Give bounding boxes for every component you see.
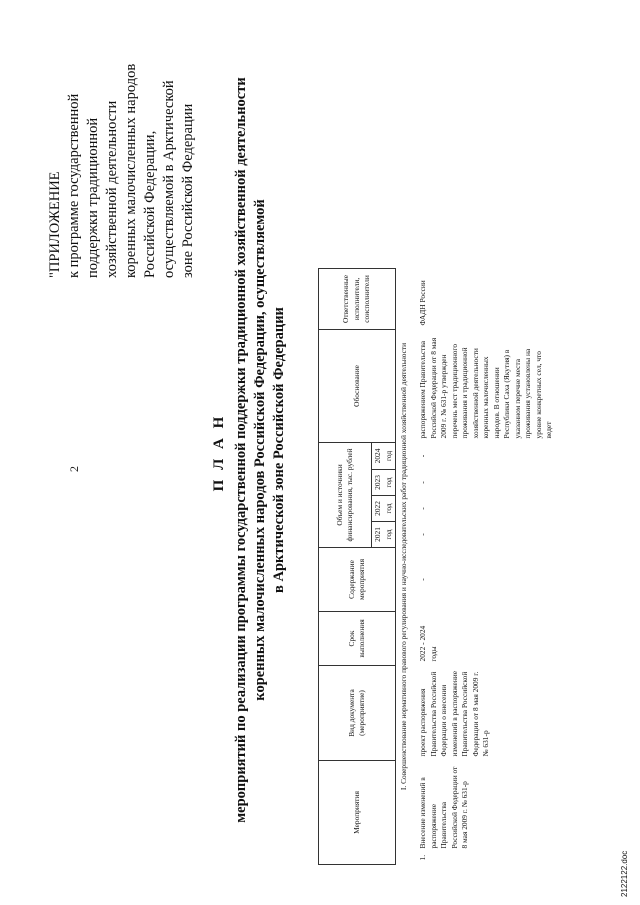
- header-spacer: [319, 0, 396, 268]
- header-funding: Объем и источники финансирования, тыс. рублей: [319, 442, 372, 547]
- table-row: [414, 0, 558, 865]
- row-number: 1.: [418, 854, 427, 861]
- appendix-line: осуществляемой в Арктической: [161, 80, 177, 278]
- appendix-line: "ПРИЛОЖЕНИЕ: [47, 171, 63, 278]
- plan-subtitle-line: мероприятий по реализации программы государственной поддержки традиционной хозяйственной деятельности: [233, 77, 249, 823]
- header-content: Содержание мероприятия: [319, 547, 396, 611]
- header-basis: Обоснование: [319, 329, 396, 442]
- row-term: 2022 - 2024 годы: [418, 625, 438, 662]
- plan-title: П Л А Н: [211, 413, 227, 492]
- row-responsible: ФАДН России: [418, 280, 427, 326]
- row-content: -: [418, 578, 427, 581]
- appendix-line: Российской Федерации,: [142, 130, 158, 278]
- row-2022: -: [418, 507, 427, 510]
- plan-subtitle-line: в Арктической зоне Российской Федерации: [271, 307, 287, 593]
- row-spacer: [414, 0, 558, 268]
- header-year-2023: 2023 год: [372, 469, 396, 495]
- row-doc-type: проект распоряжения Правительства Российской Федерации о внесении изменений в распоряжение Правительства Российской Федерации от 8 мая 2009 г. № 631-р: [418, 670, 490, 757]
- header-term: Срок выполнения: [319, 611, 396, 665]
- section-spacer: [396, 0, 415, 268]
- appendix-line: зоне Российской Федерации: [180, 103, 196, 278]
- row-2021: -: [418, 533, 427, 536]
- header-responsible: Ответственные исполнители, соисполнители: [319, 268, 396, 329]
- appendix-line: хозяйственной деятельности: [104, 100, 120, 278]
- row-2024: -: [418, 454, 427, 458]
- appendix-line: поддержки традиционной: [85, 117, 101, 278]
- row-basis: распоряжением Правительства Российской Федерации от 8 мая 2009 г. № 631-р утвержден перечень мест традиционного проживания и традиционной хозяйственной деятельности коренных малочисленных народов. В отношении Республики Саха (Якутия) в указанном перечне места проживания установлены на уровне конкретных сел, что ведет: [418, 337, 553, 439]
- header-year-2021: 2021 год: [372, 521, 396, 547]
- header-event: Мероприятия: [319, 760, 396, 864]
- row-event: Внесение изменений в распоряжение Правительства Российской Федерации от 8 мая 2009 г. № 631-р: [418, 766, 469, 849]
- appendix-line: к программе государственной: [66, 93, 82, 278]
- plan-table: [318, 0, 558, 865]
- page-number: 2: [67, 466, 81, 472]
- plan-subtitle: [232, 45, 289, 855]
- row-2023: -: [418, 481, 427, 484]
- section-title: I. Совершенствование нормативного правового регулирования и научно-исследовательских работ традиционной хозяйственной деятельности: [396, 268, 415, 864]
- header-doc-type: Вид документа (мероприятие): [319, 665, 396, 760]
- plan-subtitle-line: коренных малочисленных народов Российской Федерации, осуществляемой: [252, 199, 268, 701]
- header-year-2024: 2024 год: [372, 442, 396, 469]
- appendix-line: коренных малочисленных народов: [123, 63, 139, 278]
- document-code: 2122122.doc: [620, 850, 629, 897]
- appendix-header: [46, 8, 198, 278]
- header-year-2022: 2022 год: [372, 495, 396, 521]
